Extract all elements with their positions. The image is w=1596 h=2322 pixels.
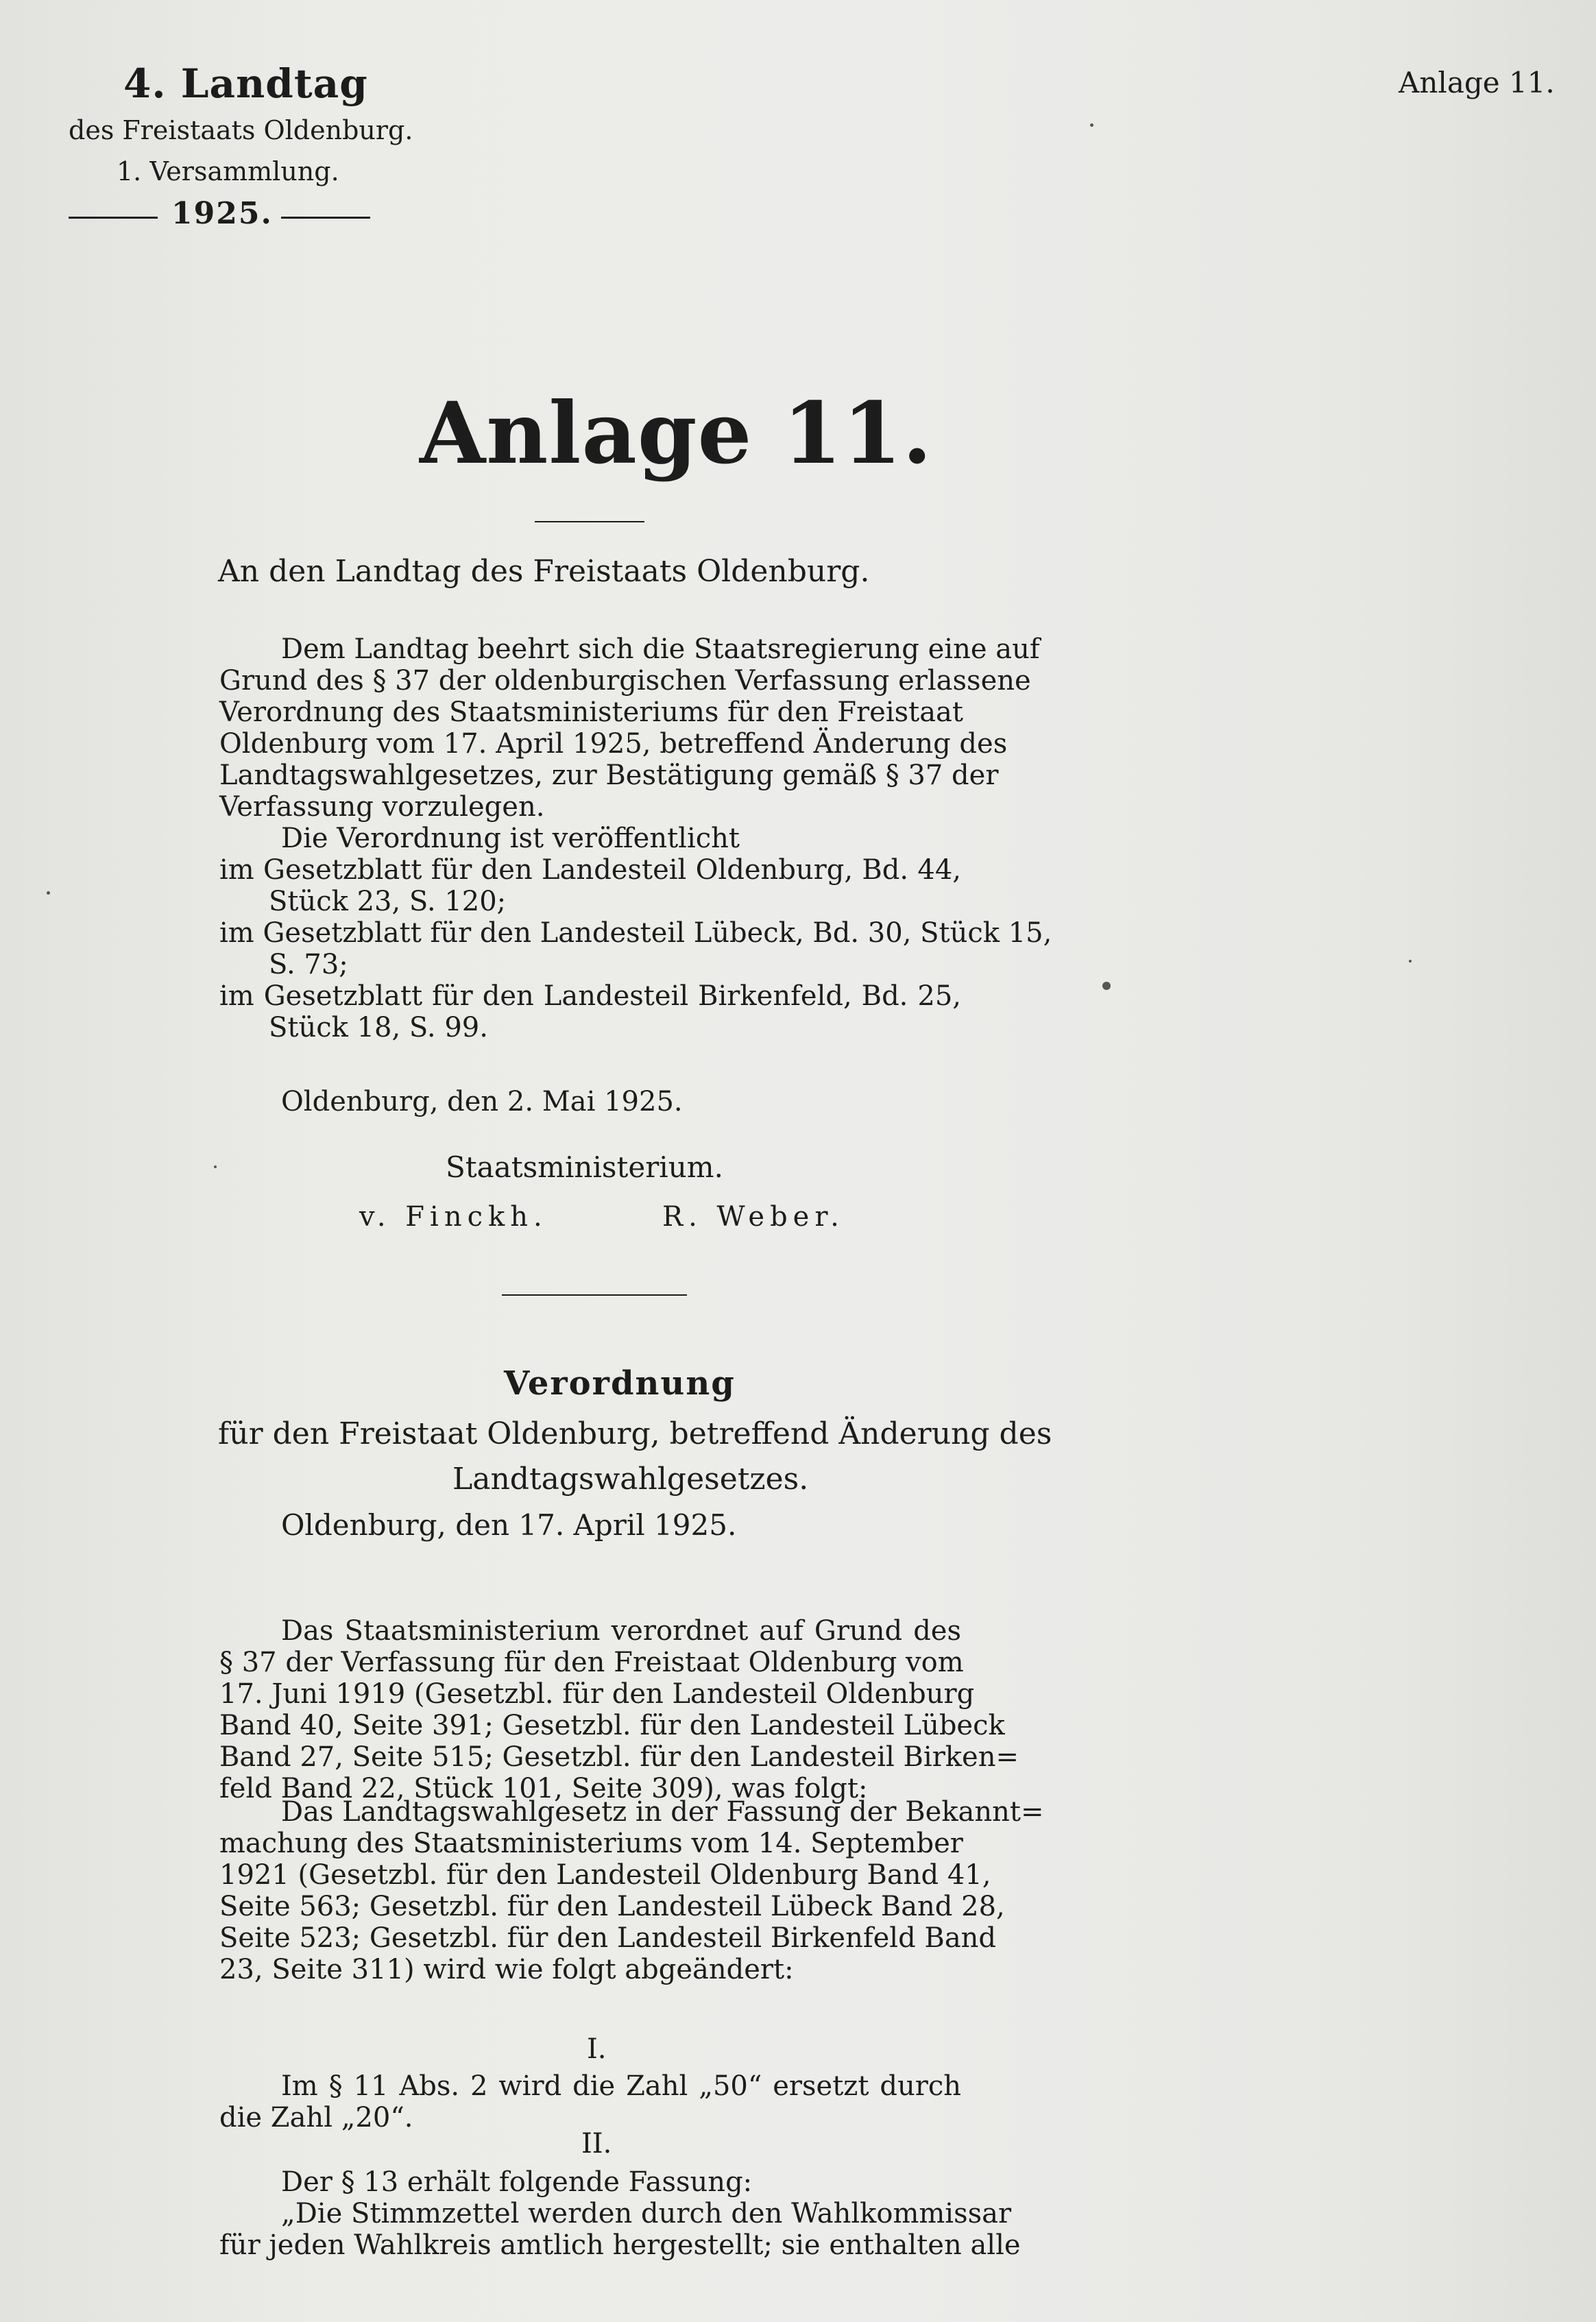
amendment-line: Seite 523; Gesetzbl. für den Landesteil Birkenfeld Band [219,1922,997,1954]
publication-entry-cont: Stück 23, S. 120; [269,886,507,917]
section-1 [219,2070,961,2133]
publication-entry: im Gesetzblatt für den Landesteil Birkenfeld, Bd. 25, [219,980,961,1012]
header-freistaat: des Freistaats Oldenburg. [69,115,413,145]
intro-line: Oldenburg vom 17. April 1925, betreffend Änderung des [219,728,1008,760]
addressee: An den Landtag des Freistaats Oldenburg. [218,554,870,589]
section-2 [219,2166,1021,2261]
section-2-line: für jeden Wahlkreis amtlich hergestellt; sie enthalten alle [219,2229,1021,2261]
amendment-intro [219,1796,1044,1985]
publication-entry-cont: S. 73; [269,949,348,980]
section-1-line: Im § 11 Abs. 2 wird die Zahl „50“ ersetzt durch [281,2070,961,2102]
header-year-row [69,196,370,237]
header-versammlung: 1. Versammlung. [117,156,339,186]
intro-line: Verfassung vorzulegen. [219,791,545,823]
signature-right: R. Weber. [662,1201,845,1233]
signature-left: v. Finckh. [359,1201,548,1233]
header-landtag: 4. Landtag [123,60,368,107]
section-numeral-2: II. [581,2128,612,2160]
title-divider [535,521,644,522]
publication-intro: Die Verordnung ist veröffentlicht [281,823,740,854]
ministry-name: Staatsministerium. [446,1150,723,1184]
page-title: Anlage 11. [420,384,933,483]
preamble-line: 17. Juni 1919 (Gesetzbl. für den Landesteil Oldenburg [219,1678,975,1710]
header-rule-left [69,217,158,219]
preamble-line: Das Staatsministerium verordnet auf Grund des [281,1615,961,1647]
amendment-line: 23, Seite 311) wird wie folgt abgeändert: [219,1954,794,1985]
section-1-line: die Zahl „20“. [219,2102,413,2133]
publication-list [219,823,1052,1043]
verordnung-preamble [219,1615,1019,1804]
preamble-line: Band 27, Seite 515; Gesetzbl. für den Landesteil Birken= [219,1741,1019,1773]
intro-line: Landtagswahlgesetzes, zur Bestätigung gemäß § 37 der [219,760,999,791]
intro-line: Verordnung des Staatsministeriums für den Freistaat [219,697,963,728]
section-numeral-1: I. [587,2033,607,2065]
header-rule-right [281,217,370,219]
scan-speck [1409,960,1412,963]
verordnung-title: Verordnung [504,1364,736,1403]
section-2-line: Der § 13 erhält folgende Fassung: [281,2166,753,2198]
scan-speck [1102,982,1111,990]
intro-paragraph [219,633,1040,823]
publication-entry: im Gesetzblatt für den Landesteil Oldenburg, Bd. 44, [219,854,961,886]
amendment-line: 1921 (Gesetzbl. für den Landesteil Oldenburg Band 41, [219,1859,991,1891]
intro-line: Grund des § 37 der oldenburgischen Verfassung erlassene [219,665,1031,697]
preamble-line: Band 40, Seite 391; Gesetzbl. für den Landesteil Lübeck [219,1710,1005,1741]
publication-entry-cont: Stück 18, S. 99. [269,1012,488,1043]
header-year: 1925. [171,196,273,231]
intro-line: Dem Landtag beehrt sich die Staatsregierung eine auf [281,633,1040,665]
section-divider [502,1294,687,1296]
place-date: Oldenburg, den 2. Mai 1925. [281,1086,683,1117]
publication-entry: im Gesetzblatt für den Landesteil Lübeck, Bd. 30, Stück 15, [219,917,1052,949]
verordnung-subtitle-cont: Landtagswahlgesetzes. [452,1462,809,1497]
scan-speck [1090,123,1093,127]
header-anlage-label: Anlage 11. [1399,66,1555,99]
verordnung-subtitle: für den Freistaat Oldenburg, betreffend Änderung des [218,1416,1052,1451]
scan-speck [214,1165,217,1168]
amendment-line: Das Landtagswahlgesetz in der Fassung der Bekannt= [281,1796,1044,1828]
section-2-line: „Die Stimmzettel werden durch den Wahlkommissar [281,2198,1012,2229]
amendment-line: machung des Staatsministeriums vom 14. September [219,1828,963,1859]
verordnung-date: Oldenburg, den 17. April 1925. [281,1508,737,1542]
scan-speck [47,891,50,895]
preamble-line: § 37 der Verfassung für den Freistaat Oldenburg vom [219,1647,964,1678]
amendment-line: Seite 563; Gesetzbl. für den Landesteil Lübeck Band 28, [219,1891,1005,1922]
preamble-line: feld Band 22, Stück 101, Seite 309), was folgt: [219,1773,868,1804]
